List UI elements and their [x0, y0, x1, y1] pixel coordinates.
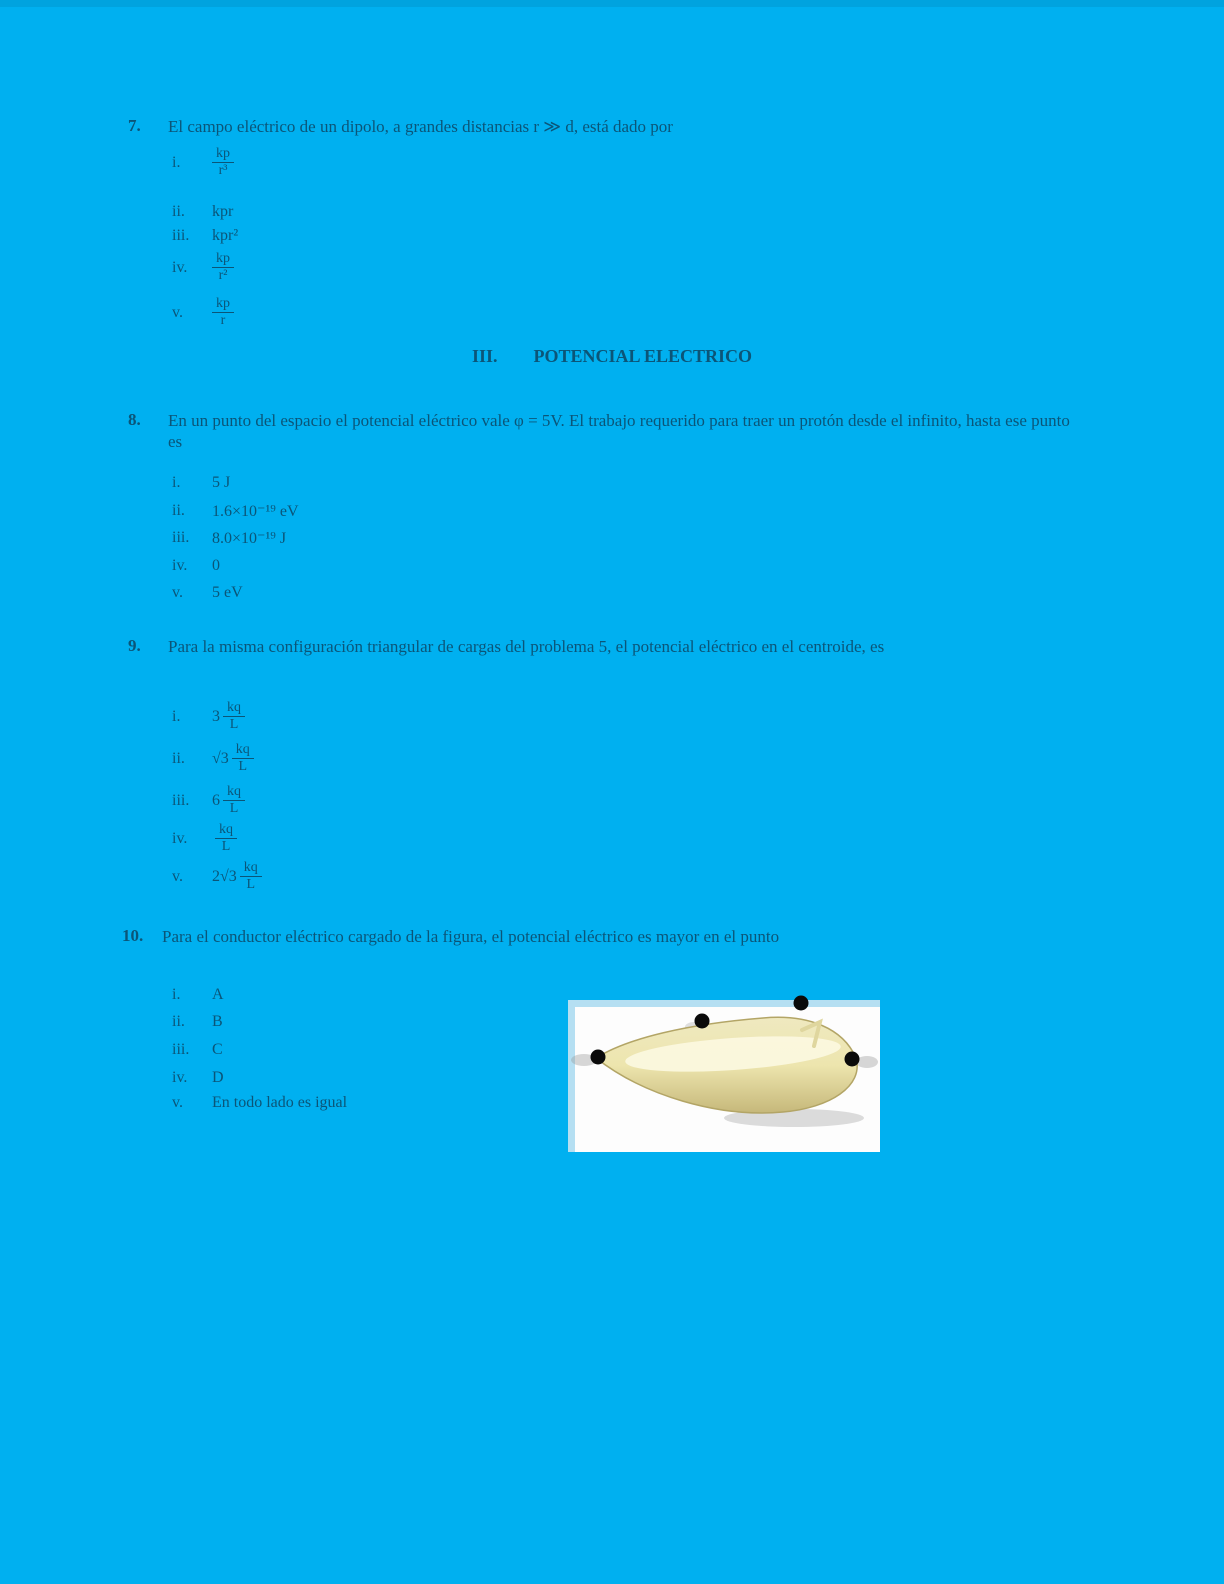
fraction-denominator: L [221, 839, 231, 854]
point-dot-A [591, 1050, 606, 1065]
option-label: i. [172, 986, 181, 1003]
option-label: iv. [172, 258, 188, 276]
section-label: III. [471, 346, 498, 366]
option-row [172, 700, 245, 733]
page-top-strip [0, 0, 1224, 7]
question-text: Para la misma configuración triangular de cargas del problema 5, el potencial eléctrico en el centroide, es [168, 637, 885, 656]
fraction-denominator: r [220, 313, 226, 328]
figure-frame-left [568, 1000, 575, 1152]
option-label: v. [172, 303, 183, 321]
figure-frame-top [568, 1000, 880, 1007]
option-row [172, 784, 245, 817]
question-number: 10. [122, 926, 144, 945]
option-label: v. [172, 1094, 183, 1111]
conductor-figure-image [568, 1000, 880, 1152]
fraction [240, 860, 262, 893]
fraction-denominator: r² [218, 268, 228, 283]
fraction-numerator: kp [212, 296, 234, 313]
option-row [172, 742, 254, 775]
fraction-numerator: kp [212, 251, 234, 268]
fraction-numerator: kq [232, 742, 254, 759]
question-8 [128, 410, 1078, 452]
fraction-prefix: 6 [212, 791, 220, 809]
question-text: Para el conductor eléctrico cargado de la figura, el potencial eléctrico es mayor en el punto [162, 927, 780, 946]
option-value: A [212, 986, 224, 1003]
fraction-denominator: L [238, 759, 248, 774]
option-label: iv. [172, 1069, 188, 1086]
fraction-prefix: √3 [212, 749, 229, 767]
fraction-prefix: 3 [212, 707, 220, 725]
option-label: i. [172, 474, 181, 491]
fraction [212, 251, 234, 284]
option-label: ii. [172, 203, 185, 220]
question-7 [128, 116, 908, 137]
option-label: v. [172, 584, 183, 601]
option-label: ii. [172, 749, 185, 767]
option-value: kpr² [212, 227, 239, 244]
option-row [172, 251, 234, 284]
option-label: ii. [172, 502, 185, 519]
fraction-numerator: kq [240, 860, 262, 877]
question-number: 7. [128, 116, 141, 135]
option-label: iv. [172, 557, 188, 574]
option-row [172, 557, 220, 575]
section-heading [0, 346, 1224, 367]
fraction-denominator: L [229, 801, 239, 816]
fraction-numerator: kq [223, 700, 245, 717]
option-row [172, 1041, 223, 1059]
option-value: 5 J [212, 474, 231, 491]
point-dot-C [794, 996, 809, 1011]
fraction-numerator: kq [215, 822, 237, 839]
option-label: i. [172, 153, 181, 171]
option-label: iii. [172, 227, 190, 244]
option-value: kpr [212, 203, 234, 220]
option-value: 8.0×10⁻¹⁹ J [212, 530, 287, 547]
fraction-numerator: kp [212, 146, 234, 163]
question-9 [128, 636, 1093, 657]
fraction-denominator: L [229, 717, 239, 732]
fraction [212, 146, 234, 179]
section-title: POTENCIAL ELECTRICO [533, 346, 753, 366]
option-value: 5 eV [212, 584, 243, 601]
option-value: B [212, 1013, 223, 1030]
question-10 [122, 926, 1102, 947]
option-row [172, 146, 234, 179]
option-row [172, 501, 299, 521]
option-row [172, 1069, 224, 1087]
question-number: 8. [128, 410, 141, 429]
question-number: 9. [128, 636, 141, 655]
option-row [172, 822, 237, 855]
option-label: ii. [172, 1013, 185, 1030]
question-text: El campo eléctrico de un dipolo, a grandes distancias r ≫ d, está dado por [168, 117, 673, 136]
option-row [172, 227, 238, 245]
fraction-denominator: r³ [218, 163, 228, 178]
fraction [223, 784, 245, 817]
option-row [172, 986, 224, 1004]
option-label: i. [172, 707, 181, 725]
option-row [172, 584, 243, 602]
option-row [172, 474, 230, 492]
fraction-denominator: L [246, 877, 256, 892]
option-row [172, 203, 233, 221]
option-label: iv. [172, 829, 188, 847]
option-row [172, 1013, 223, 1031]
fraction [232, 742, 254, 775]
option-row [172, 860, 262, 893]
option-row [172, 1094, 347, 1112]
option-value: En todo lado es igual [212, 1094, 348, 1111]
option-label: iii. [172, 529, 190, 546]
option-row [172, 528, 286, 548]
option-label: iii. [172, 791, 190, 809]
point-dot-D [845, 1052, 860, 1067]
fraction [223, 700, 245, 733]
question-text: En un punto del espacio el potencial eléctrico vale φ = 5V. El trabajo requerido para traer un protón desde el infinito, hasta ese punto es [168, 411, 1070, 451]
fraction [212, 296, 234, 329]
point-dot-B [695, 1014, 710, 1029]
fraction-prefix: 2√3 [212, 867, 237, 885]
option-label: iii. [172, 1041, 190, 1058]
option-label: v. [172, 867, 183, 885]
option-value: C [212, 1041, 223, 1058]
fraction [215, 822, 237, 855]
fraction-numerator: kq [223, 784, 245, 801]
option-value: D [212, 1069, 224, 1086]
option-value: 0 [212, 557, 220, 574]
option-row [172, 296, 234, 329]
option-value: 1.6×10⁻¹⁹ eV [212, 503, 299, 520]
